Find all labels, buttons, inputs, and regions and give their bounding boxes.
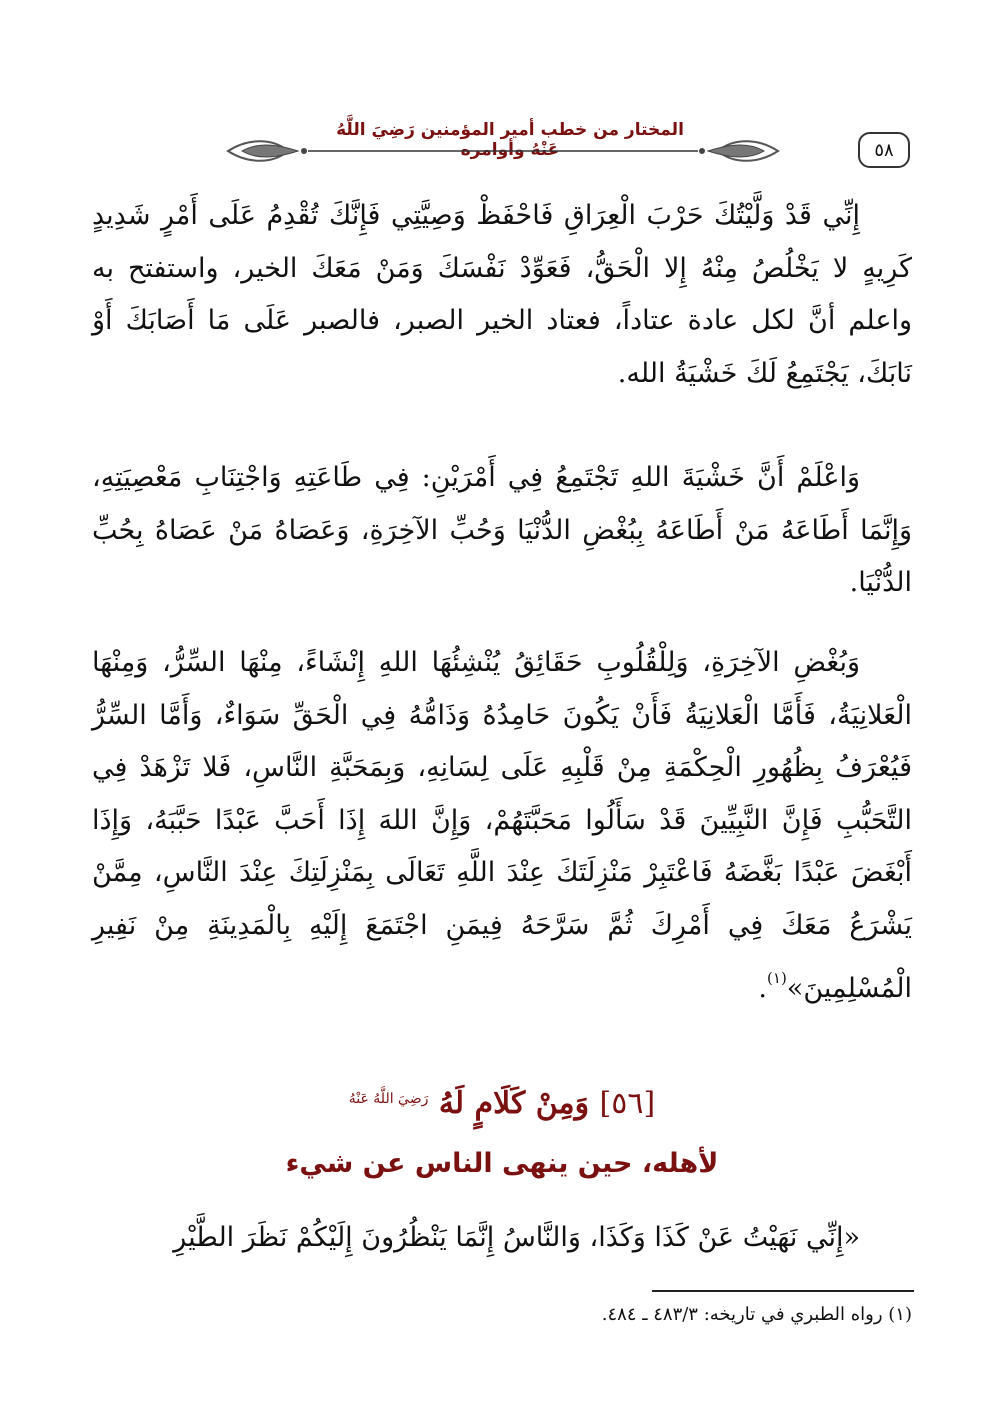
body-paragraph-1 [92,190,912,400]
section-number: [٥٦] [599,1086,656,1121]
footnote-text: رواه الطبري في تاريخه: ٤٨٣/٣ ـ ٤٨٤. [601,1304,883,1325]
body-paragraph-4 [92,1212,912,1265]
footnote-divider [652,1290,914,1292]
running-title: المختار من خطب أمير المؤمنين رَضِيَ اللَّهُ عَنْهُ وأوامره [336,120,684,160]
paragraph-end: . [758,973,768,1004]
section-subtitle: لأهله، حين ينهى الناس عن شيء [285,1148,719,1179]
footnote-marker: (١) [767,969,787,987]
paragraph-text: وَاعْلَمْ أَنَّ خَشْيَةَ اللهِ تَجْتَمِعُ فِي أَمْرَيْنِ: فِي طَاعَتِهِ وَاجْتِنَابِ مَعْصِيَتِهِ، وَإِنَّمَا أَطَاعَهُ مَنْ أَطَاعَهُ بِبُغْضِ الدُّنْيَا وَحُبِّ الآخِرَةِ، وَعَصَاهُ مَنْ عَصَاهُ بِحُبِّ الدُّنْيَا. [92,462,912,598]
honorific: رَضِيَ اللَّهُ عَنْهُ [348,1091,429,1107]
page-number: ٥٨ [858,132,910,168]
body-paragraph-3 [92,637,912,1016]
paragraph-text: «إِنِّي نَهَيْتُ عَنْ كَذَا وَكَذَا، وَالنَّاسُ إِنَّمَا يَنْظُرُونَ إِلَيْكُمْ نَظَرَ الطَّيْرِ [173,1222,860,1253]
page-header [150,118,910,174]
header-ornament-icon [218,138,788,164]
section-heading [92,1086,912,1121]
footnote-marker: (١) [888,1304,912,1325]
body-paragraph-2 [92,452,912,610]
paragraph-text: إِنِّي قَدْ وَلَّيْتُكَ حَرْبَ الْعِرَاقِ فَاحْفَظْ وَصِيَّتِي فَإِنَّكَ تُقْدِمُ عَلَى أَمْرٍ شَدِيدٍ كَرِيهٍ لا يَخْلُصُ مِنْهُ إِلا الْحَقُّ، فَعَوِّدْ نَفْسَكَ وَمَنْ مَعَكَ الخير، واستفتح به واعلم أنَّ لكل عادة عتاداً، فعتاد الخير الصبر، فالصبر عَلَى مَا أَصَابَكَ أَوْ نَابَكَ، يَجْتَمِعُ لَكَ خَشْيَةُ الله. [92,200,912,389]
paragraph-with-footnote [92,637,912,1016]
section-title: وَمِنْ كَلَامٍ لَهُ [438,1086,590,1121]
paragraph-text: وَبُغْضِ الآخِرَةِ، وَلِلْقُلُوبِ حَقَائِقُ يُنْشِئُهَا اللهِ إِنْشَاءً، مِنْهَا السِّرُّ، وَمِنْهَا الْعَلانِيَةُ، فَأَمَّا الْعَلانِيَةُ فَأَنْ يَكُونَ حَامِدُهُ وَذَامُّهُ فِي الْحَقِّ سَوَاءٌ، وَأَمَّا السِّرُّ فَيُعْرَفُ بِظُهُورِ الْحِكْمَةِ مِنْ قَلْبِهِ عَلَى لِسَانِهِ، وَبِمَحَبَّةِ النَّاسِ، فَلا تَزْهَدْ فِي التَّحَبُّبِ فَإِنَّ النَّبِيِّينَ قَدْ سَأَلُوا مَحَبَّتَهُمْ، وَإِنَّ اللهَ إِذَا أَحَبَّ عَبْدًا حَبَّبَهُ، وَإِذَا أَبْغَضَ عَبْدًا بَغَّضَهُ فَاعْتَبِرْ مَنْزِلَتَكَ عِنْدَ اللَّهِ تَعَالَى بِمَنْزِلَتِكَ عِنْدَ النَّاسِ، مِمَّنْ يَشْرَعُ مَعَكَ فِي أَمْرِكَ ثُمَّ سَرَّحَهُ فِيمَنِ اجْتَمَعَ إِلَيْهِ بِالْمَدِينَةِ مِنْ نَفِيرِ الْمُسْلِمِينَ» [92,647,912,1004]
footnote [92,1304,912,1325]
